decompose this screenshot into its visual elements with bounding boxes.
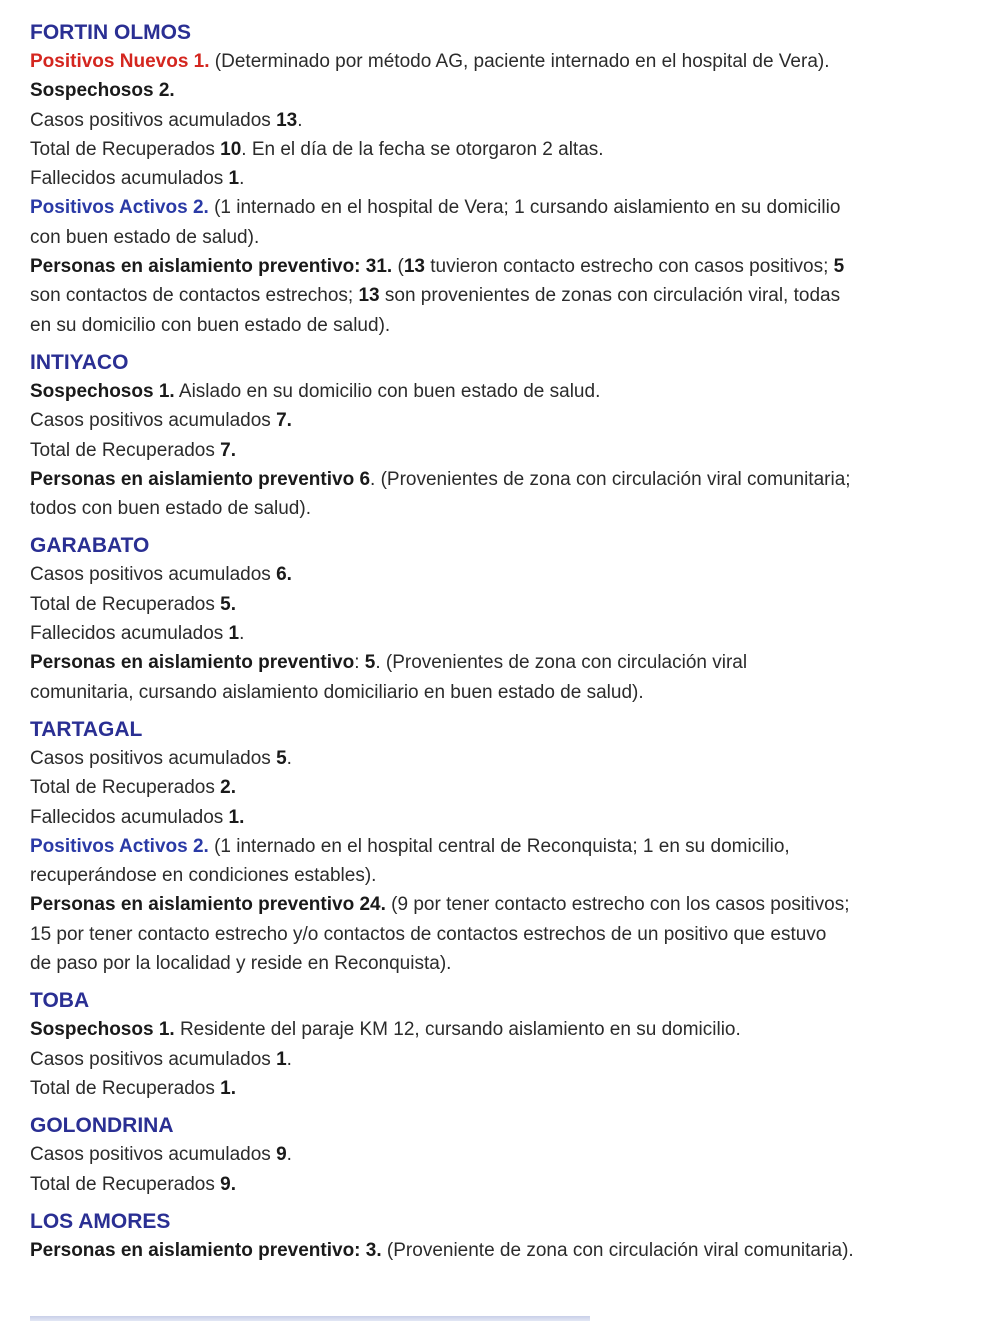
text-segment: Sospechosos 1. xyxy=(30,1019,175,1041)
text-segment: Casos positivos acumulados xyxy=(30,109,277,131)
text-segment: Personas en aislamiento preventivo: 3. xyxy=(30,1239,382,1261)
text-segment: 5. xyxy=(220,593,236,615)
text-segment: Total de Recuperados xyxy=(30,1077,221,1099)
text-segment: . xyxy=(239,623,245,645)
locality-section xyxy=(30,715,970,978)
text-segment: . (Provenientes de zona con circulación viral xyxy=(375,652,748,674)
text-segment: (Proveniente de zona con circulación viral comunitaria). xyxy=(381,1239,854,1261)
text-segment: . xyxy=(286,1144,292,1166)
text-segment: Positivos Nuevos 1. xyxy=(30,51,210,72)
text-segment: 2. xyxy=(220,777,236,799)
text-segment: 5 xyxy=(364,652,376,674)
report-line xyxy=(30,1015,970,1044)
text-segment: Total de Recuperados xyxy=(30,439,221,461)
cut-off-heading xyxy=(30,1316,590,1321)
report-line xyxy=(30,47,970,76)
text-segment: . xyxy=(286,747,292,769)
text-segment: en su domicilio con buen estado de salud). xyxy=(30,314,391,336)
text-segment: (9 por tener contacto estrecho con los casos positivos; xyxy=(385,894,850,916)
report-line xyxy=(30,619,970,648)
text-segment: son contactos de contactos estrechos; xyxy=(30,285,359,307)
text-segment: Fallecidos acumulados xyxy=(30,168,229,190)
report-line xyxy=(30,832,970,861)
report-line xyxy=(30,1045,970,1074)
text-segment: Aislado en su domicilio con buen estado de salud. xyxy=(174,380,601,402)
text-segment: 5 xyxy=(833,256,845,278)
text-segment: Casos positivos acumulados xyxy=(30,564,277,586)
text-segment: todos con buen estado de salud). xyxy=(30,498,311,520)
text-segment: 7. xyxy=(220,439,236,461)
report-line xyxy=(30,1170,970,1199)
locality-title: TARTAGAL xyxy=(30,717,143,741)
text-segment: Sospechosos 1. xyxy=(30,380,175,402)
text-segment: con buen estado de salud). xyxy=(30,226,260,248)
text-segment: de paso por la localidad y reside en Reconquista). xyxy=(30,953,452,975)
text-segment: 13 xyxy=(358,285,380,307)
locality-title: FORTIN OLMOS xyxy=(30,21,191,44)
text-segment: son provenientes de zonas con circulación viral, todas xyxy=(379,285,841,307)
locality-title: LOS AMORES xyxy=(30,1209,171,1233)
text-segment: 1. xyxy=(228,806,245,828)
text-segment: 9 xyxy=(276,1144,287,1166)
text-segment: 10 xyxy=(220,138,242,160)
locality-title: GOLONDRINA xyxy=(30,1114,174,1138)
text-segment: Casos positivos acumulados xyxy=(30,747,277,769)
text-segment: : xyxy=(354,652,365,674)
text-segment: 1 xyxy=(276,1048,287,1070)
locality-title: INTIYACO xyxy=(30,350,129,374)
text-segment: . xyxy=(239,168,245,190)
text-segment: 6. xyxy=(276,564,292,586)
report-line xyxy=(30,135,970,164)
locality-title: TOBA xyxy=(30,989,90,1013)
locality-title: GARABATO xyxy=(30,534,150,558)
text-segment: Positivos Activos 2. xyxy=(30,835,209,857)
text-segment: (1 internado en el hospital central de Reconquista; 1 en su domicilio, xyxy=(208,835,790,857)
locality-section xyxy=(30,348,970,523)
text-segment: . (Provenientes de zona con circulación viral comunitaria; xyxy=(370,468,851,490)
text-segment: Total de Recuperados xyxy=(30,777,221,799)
report-line xyxy=(30,465,970,494)
text-segment: Sospechosos 2. xyxy=(30,80,175,102)
report-line xyxy=(30,193,970,222)
text-segment: Total de Recuperados xyxy=(30,138,221,160)
report-line xyxy=(30,76,970,105)
report-line xyxy=(30,281,970,310)
text-segment: ( xyxy=(392,256,404,278)
report-line xyxy=(30,377,970,406)
text-segment: Total de Recuperados xyxy=(30,1173,221,1195)
text-segment: . xyxy=(297,109,303,131)
text-segment: Total de Recuperados xyxy=(30,593,221,615)
text-segment: 1 xyxy=(228,623,240,645)
text-segment: 13 xyxy=(403,256,425,278)
text-segment: Fallecidos acumulados xyxy=(30,623,229,645)
report-line xyxy=(30,949,970,978)
report-line xyxy=(30,223,970,252)
report-line xyxy=(30,920,970,949)
text-segment: Fallecidos acumulados xyxy=(30,806,229,828)
report-line xyxy=(30,744,970,773)
report-line xyxy=(30,1074,970,1103)
text-segment: . En el día de la fecha se otorgaron 2 altas. xyxy=(241,138,604,160)
text-segment: 9. xyxy=(220,1173,236,1195)
report-line xyxy=(30,252,970,281)
text-segment: (Determinado por método AG, paciente internado en el hospital de Vera). xyxy=(209,51,830,72)
text-segment: 5 xyxy=(276,747,287,769)
text-segment: recuperándose en condiciones estables). xyxy=(30,865,377,887)
report-line xyxy=(30,406,970,435)
text-segment: 1. xyxy=(220,1077,236,1099)
report-line xyxy=(30,648,970,677)
text-segment: Personas en aislamiento preventivo 6 xyxy=(30,468,371,490)
locality-section xyxy=(30,531,970,706)
text-segment: Casos positivos acumulados xyxy=(30,1048,277,1070)
report-line xyxy=(30,164,970,193)
report-line xyxy=(30,773,970,802)
locality-section xyxy=(30,1207,970,1265)
text-segment: (1 internado en el hospital de Vera; 1 cursando aislamiento en su domicilio xyxy=(208,197,841,219)
report-line xyxy=(30,890,970,919)
locality-section xyxy=(30,986,970,1103)
text-segment: . xyxy=(286,1048,292,1070)
report-line xyxy=(30,560,970,589)
text-segment: Residente del paraje KM 12, cursando aislamiento en su domicilio. xyxy=(174,1019,741,1041)
report-line xyxy=(30,1236,970,1265)
text-segment: 15 por tener contacto estrecho y/o contactos de contactos estrechos de un positivo que estuvo xyxy=(30,923,827,945)
text-segment: tuvieron contacto estrecho con casos positivos; xyxy=(424,256,834,278)
report-line xyxy=(30,678,970,707)
text-segment: 7. xyxy=(276,410,292,432)
report-line xyxy=(30,106,970,135)
locality-section xyxy=(30,1111,970,1199)
text-segment: Casos positivos acumulados xyxy=(30,1144,277,1166)
text-segment: Personas en aislamiento preventivo xyxy=(30,652,355,674)
locality-section xyxy=(30,18,970,340)
report-line xyxy=(30,861,970,890)
text-segment: Personas en aislamiento preventivo: 31. xyxy=(30,256,393,278)
text-segment: Positivos Activos 2. xyxy=(30,197,209,219)
text-segment: 13 xyxy=(276,109,298,131)
report-line xyxy=(30,590,970,619)
text-segment: comunitaria, cursando aislamiento domiciliario en buen estado de salud). xyxy=(30,681,644,703)
report-line xyxy=(30,436,970,465)
text-segment: Personas en aislamiento preventivo 24. xyxy=(30,894,386,916)
report-line xyxy=(30,311,970,340)
report-line xyxy=(30,494,970,523)
text-segment: 1 xyxy=(228,168,240,190)
report-line xyxy=(30,803,970,832)
text-segment: Casos positivos acumulados xyxy=(30,410,277,432)
report-line xyxy=(30,1140,970,1169)
